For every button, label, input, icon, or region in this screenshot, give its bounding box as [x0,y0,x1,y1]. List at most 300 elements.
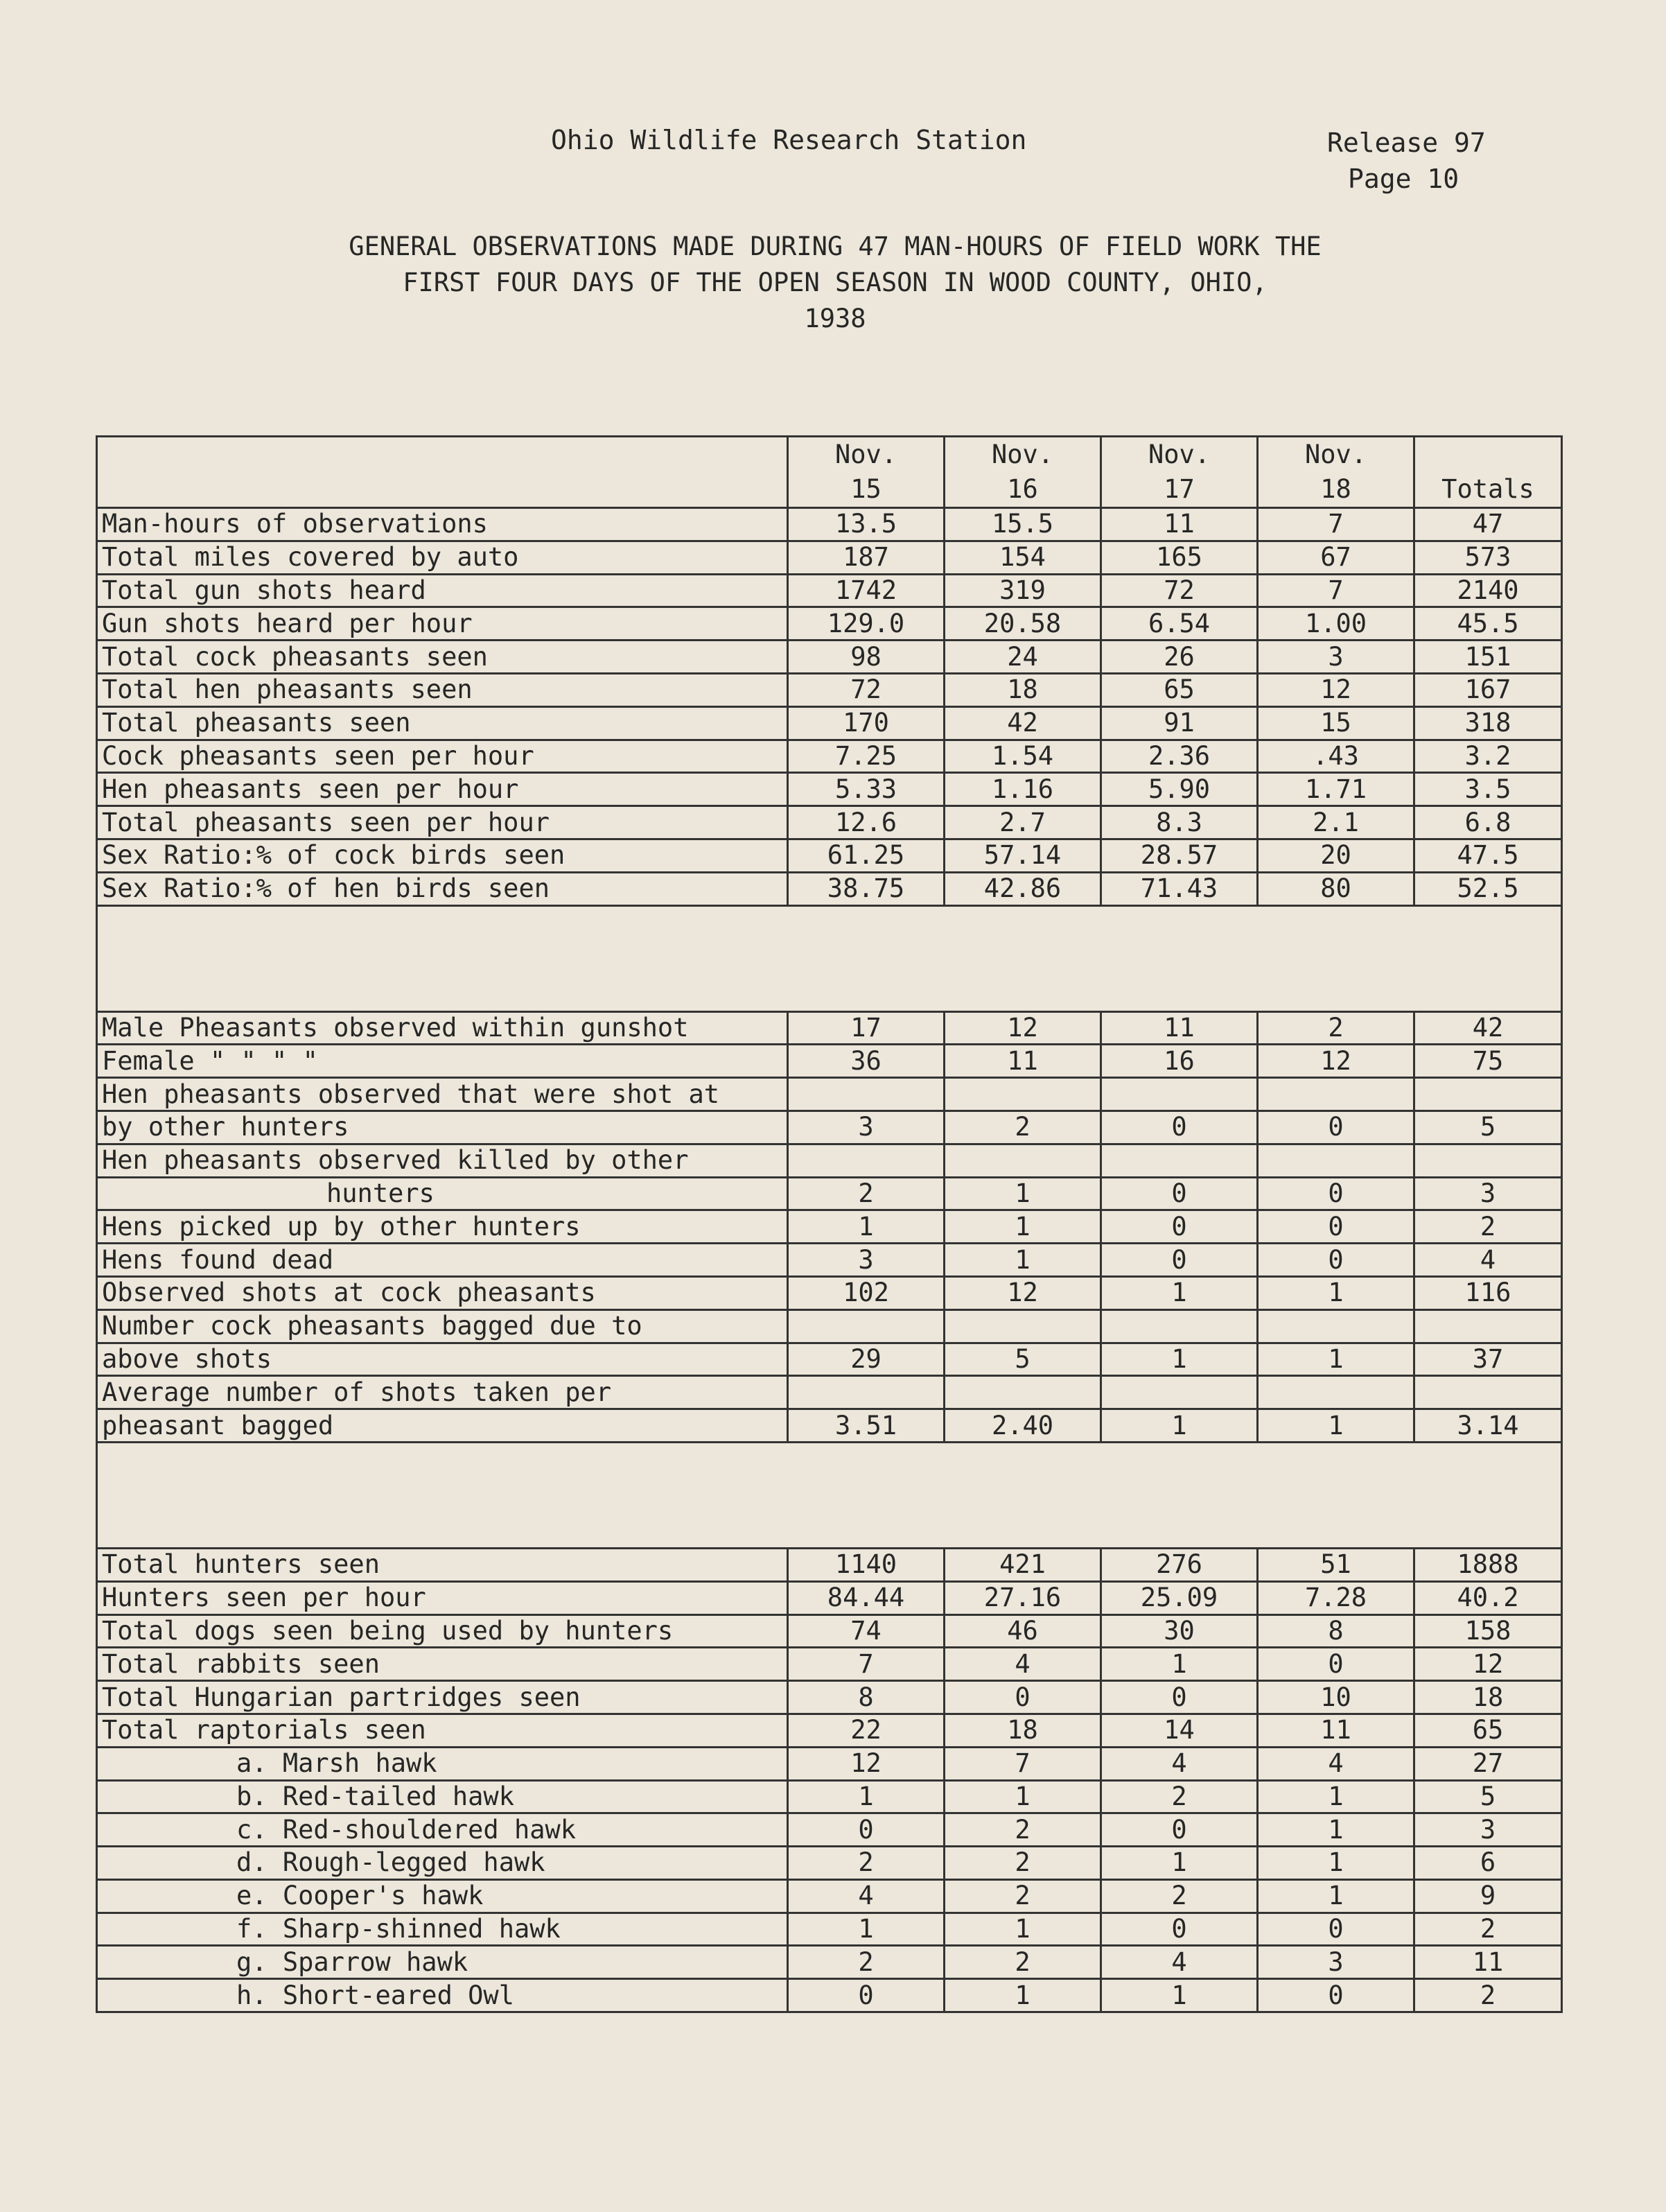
value-cell: 57.14 [945,839,1101,872]
value-cell: 3 [1258,641,1414,674]
column-header [945,437,1101,508]
row-label: Total cock pheasants seen [97,641,788,674]
table-row [97,1879,1562,1913]
value-cell: 7.25 [788,740,945,773]
value-cell: 2 [788,1177,945,1210]
total-cell: 151 [1414,641,1562,674]
value-cell: 26 [1101,641,1258,674]
value-cell: 65 [1101,673,1258,706]
value-cell: 5.33 [788,773,945,806]
value-cell: 0 [1258,1244,1414,1277]
value-cell: 1 [1258,1847,1414,1880]
value-cell: 8 [788,1681,945,1714]
value-cell: 12 [1258,673,1414,706]
value-cell: 1 [1101,1409,1258,1443]
value-cell: 1 [1101,1979,1258,2012]
total-cell: 116 [1414,1276,1562,1309]
value-cell: 42 [945,706,1101,740]
value-cell: 12 [945,1011,1101,1045]
total-cell: 11 [1414,1946,1562,1979]
total-cell: 3.5 [1414,773,1562,806]
release-number: Release 97 [1327,128,1486,158]
value-cell: 0 [1101,1111,1258,1144]
row-label: f. Sharp-shinned hawk [97,1913,788,1946]
value-cell [945,1078,1101,1111]
row-label: Total dogs seen being used by hunters [97,1614,788,1648]
total-cell: 52.5 [1414,872,1562,905]
total-cell: 2 [1414,1913,1562,1946]
value-cell: 20 [1258,839,1414,872]
total-cell: 6 [1414,1847,1562,1880]
value-cell: 15.5 [945,508,1101,541]
column-header-line1: Nov. [991,439,1054,469]
value-cell: 10 [1258,1681,1414,1714]
value-cell: 80 [1258,872,1414,905]
table-row [97,1913,1562,1946]
table-row [97,1343,1562,1376]
table-row [97,1210,1562,1244]
total-cell: 37 [1414,1343,1562,1376]
column-header-line2: 17 [1164,474,1195,504]
total-cell: 3.2 [1414,740,1562,773]
row-label: Gun shots heard per hour [97,607,788,641]
value-cell: 8 [1258,1614,1414,1648]
value-cell [1258,1309,1414,1343]
value-cell: 0 [1101,1681,1258,1714]
value-cell: 1.16 [945,773,1101,806]
value-cell: 11 [945,1045,1101,1078]
value-cell: 0 [1258,1979,1414,2012]
total-cell [1414,1078,1562,1111]
value-cell: 74 [788,1614,945,1648]
value-cell: 0 [1101,1177,1258,1210]
value-cell: 11 [1258,1714,1414,1747]
row-label: Hunters seen per hour [97,1581,788,1614]
row-label: Total hen pheasants seen [97,673,788,706]
value-cell: 51 [1258,1548,1414,1581]
value-cell: 1 [1101,1343,1258,1376]
value-cell: 7 [1258,508,1414,541]
column-header [1101,437,1258,508]
row-label: e. Cooper's hawk [97,1879,788,1913]
value-cell: 0 [1258,1111,1414,1144]
value-cell: 0 [1258,1210,1414,1244]
total-cell: 2 [1414,1979,1562,2012]
section-spacer [97,1442,1562,1548]
row-label: Number cock pheasants bagged due to [97,1309,788,1343]
value-cell: 18 [945,673,1101,706]
table-row [97,740,1562,773]
station-name: Ohio Wildlife Research Station [551,125,1027,155]
value-cell: 7 [945,1747,1101,1780]
value-cell: 24 [945,641,1101,674]
title-line-2: FIRST FOUR DAYS OF THE OPEN SEASON IN WOOD COUNTY, OHIO, [403,268,1268,297]
value-cell [1101,1376,1258,1409]
table-row [97,607,1562,641]
table-row [97,1548,1562,1581]
value-cell: 4 [1101,1946,1258,1979]
value-cell: 2 [788,1946,945,1979]
value-cell: 7 [1258,574,1414,607]
value-cell: 36 [788,1045,945,1078]
table-row [97,1011,1562,1045]
value-cell: 2.40 [945,1409,1101,1443]
value-cell: 2 [1258,1011,1414,1045]
table-row [97,1714,1562,1747]
value-cell: 1140 [788,1548,945,1581]
total-cell: 47.5 [1414,839,1562,872]
value-cell: 0 [1101,1913,1258,1946]
value-cell: 15 [1258,706,1414,740]
value-cell: 12 [788,1747,945,1780]
value-cell: 8.3 [1101,806,1258,839]
column-header-line2: 16 [1007,474,1038,504]
value-cell: 16 [1101,1045,1258,1078]
row-label: Total gun shots heard [97,574,788,607]
value-cell [1258,1078,1414,1111]
value-cell: 1 [945,1780,1101,1813]
value-cell: 7.28 [1258,1581,1414,1614]
table-row [97,1244,1562,1277]
value-cell: 1 [1101,1648,1258,1681]
value-cell: 2 [1101,1780,1258,1813]
total-cell: 4 [1414,1244,1562,1277]
table-row [97,1813,1562,1847]
value-cell: 1 [945,1913,1101,1946]
value-cell: 91 [1101,706,1258,740]
table-row [97,1581,1562,1614]
value-cell: 2 [945,1813,1101,1847]
table-row [97,1309,1562,1343]
value-cell: 84.44 [788,1581,945,1614]
value-cell: 0 [945,1681,1101,1714]
total-cell: 65 [1414,1714,1562,1747]
total-cell [1414,1309,1562,1343]
row-label: Total raptorials seen [97,1714,788,1747]
table-row [97,872,1562,905]
value-cell: 4 [945,1648,1101,1681]
row-label: Hens found dead [97,1244,788,1277]
table-row [97,1979,1562,2012]
total-cell: 12 [1414,1648,1562,1681]
value-cell [788,1376,945,1409]
column-header [788,437,945,508]
value-cell: 46 [945,1614,1101,1648]
table-row [97,706,1562,740]
value-cell: 22 [788,1714,945,1747]
total-cell: 47 [1414,508,1562,541]
document-title [263,229,1407,337]
table-row [97,508,1562,541]
row-label: pheasant bagged [97,1409,788,1443]
value-cell: .43 [1258,740,1414,773]
total-cell: 75 [1414,1045,1562,1078]
table-row [97,806,1562,839]
row-label: Cock pheasants seen per hour [97,740,788,773]
total-cell: 573 [1414,541,1562,574]
value-cell: 1.54 [945,740,1101,773]
total-cell: 5 [1414,1780,1562,1813]
value-cell: 27.16 [945,1581,1101,1614]
value-cell: 1 [1258,1780,1414,1813]
value-cell [1258,1144,1414,1177]
value-cell [788,1144,945,1177]
row-label: Total hunters seen [97,1548,788,1581]
value-cell: 0 [1258,1913,1414,1946]
value-cell: 1.00 [1258,607,1414,641]
value-cell [788,1309,945,1343]
value-cell [788,1078,945,1111]
row-label: b. Red-tailed hawk [97,1780,788,1813]
column-header [1258,437,1414,508]
value-cell: 5 [945,1343,1101,1376]
value-cell: 2.1 [1258,806,1414,839]
table-row [97,1648,1562,1681]
table-row [97,1409,1562,1443]
total-cell: 2 [1414,1210,1562,1244]
value-cell: 0 [1258,1648,1414,1681]
table-row [97,1144,1562,1177]
table-row [97,541,1562,574]
value-cell: 2 [945,1879,1101,1913]
table-row [97,574,1562,607]
section-spacer-row [97,1442,1562,1548]
value-cell: 2.7 [945,806,1101,839]
value-cell: 38.75 [788,872,945,905]
table-row [97,641,1562,674]
value-cell: 1.71 [1258,773,1414,806]
row-label: above shots [97,1343,788,1376]
value-cell: 4 [1258,1747,1414,1780]
value-cell: 12 [1258,1045,1414,1078]
total-cell: 5 [1414,1111,1562,1144]
table-row [97,1614,1562,1648]
value-cell: 7 [788,1648,945,1681]
value-cell: 72 [1101,574,1258,607]
value-cell [1101,1078,1258,1111]
value-cell: 0 [788,1979,945,2012]
value-cell [1101,1309,1258,1343]
column-header-line1: Nov. [834,439,897,469]
value-cell: 42.86 [945,872,1101,905]
value-cell: 1 [1258,1879,1414,1913]
table-row [97,1276,1562,1309]
row-label: g. Sparrow hawk [97,1946,788,1979]
row-label: Average number of shots taken per [97,1376,788,1409]
column-header-line2: 15 [850,474,882,504]
table-row [97,1376,1562,1409]
value-cell: 421 [945,1548,1101,1581]
value-cell [945,1144,1101,1177]
value-cell: 1742 [788,574,945,607]
value-cell: 4 [788,1879,945,1913]
value-cell: 30 [1101,1614,1258,1648]
value-cell: 0 [1258,1177,1414,1210]
row-label: Hen pheasants observed killed by other [97,1144,788,1177]
value-cell: 3 [788,1244,945,1277]
value-cell: 72 [788,673,945,706]
row-label: Total rabbits seen [97,1648,788,1681]
row-label: h. Short-eared Owl [97,1979,788,2012]
value-cell: 276 [1101,1548,1258,1581]
table-row [97,1111,1562,1144]
value-cell: 2 [945,1946,1101,1979]
value-cell: 187 [788,541,945,574]
row-label: Female " " " " [97,1045,788,1078]
value-cell: 1 [1101,1847,1258,1880]
row-label: d. Rough-legged hawk [97,1847,788,1880]
observations-table [96,435,1563,2013]
row-label: Hens picked up by other hunters [97,1210,788,1244]
column-header-line1: Nov. [1148,439,1211,469]
column-header-totals [1414,437,1562,508]
total-cell: 6.8 [1414,806,1562,839]
value-cell: 14 [1101,1714,1258,1747]
value-cell: 28.57 [1101,839,1258,872]
value-cell: 4 [1101,1747,1258,1780]
table-row [97,1681,1562,1714]
value-cell: 1 [945,1979,1101,2012]
value-cell: 1 [1101,1276,1258,1309]
value-cell: 1 [945,1177,1101,1210]
total-cell: 167 [1414,673,1562,706]
table-row [97,1946,1562,1979]
value-cell: 17 [788,1011,945,1045]
value-cell: 102 [788,1276,945,1309]
value-cell: 1 [1258,1343,1414,1376]
table-row [97,673,1562,706]
value-cell: 61.25 [788,839,945,872]
page-number: Page 10 [1348,164,1459,194]
row-label: Total miles covered by auto [97,541,788,574]
row-label: Total pheasants seen [97,706,788,740]
value-cell: 3.51 [788,1409,945,1443]
total-cell: 1888 [1414,1548,1562,1581]
total-cell: 158 [1414,1614,1562,1648]
value-cell: 18 [945,1714,1101,1747]
value-cell: 11 [1101,508,1258,541]
row-label: a. Marsh hawk [97,1747,788,1780]
value-cell: 13.5 [788,508,945,541]
value-cell: 1 [1258,1276,1414,1309]
row-label: Hen pheasants seen per hour [97,773,788,806]
value-cell [945,1376,1101,1409]
row-label: c. Red-shouldered hawk [97,1813,788,1847]
section-spacer-row [97,905,1562,1011]
value-cell: 25.09 [1101,1581,1258,1614]
value-cell: 2 [945,1847,1101,1880]
total-cell: 2140 [1414,574,1562,607]
table-header-row [97,437,1562,508]
table-row [97,839,1562,872]
value-cell: 0 [1101,1210,1258,1244]
value-cell [1101,1144,1258,1177]
total-cell [1414,1144,1562,1177]
column-header-line2: 18 [1320,474,1351,504]
value-cell: 0 [788,1813,945,1847]
table-row [97,1078,1562,1111]
value-cell: 1 [788,1780,945,1813]
release-info [1327,125,1486,197]
row-label: Total pheasants seen per hour [97,806,788,839]
table-row [97,1177,1562,1210]
value-cell: 6.54 [1101,607,1258,641]
value-cell: 29 [788,1343,945,1376]
table-row [97,1847,1562,1880]
row-label: Hen pheasants observed that were shot at [97,1078,788,1111]
row-label: Male Pheasants observed within gunshot [97,1011,788,1045]
total-cell: 27 [1414,1747,1562,1780]
row-label: by other hunters [97,1111,788,1144]
table-row [97,773,1562,806]
value-cell: 98 [788,641,945,674]
value-cell: 11 [1101,1011,1258,1045]
total-cell [1414,1376,1562,1409]
value-cell: 1 [1258,1813,1414,1847]
row-label: hunters [97,1177,788,1210]
total-cell: 45.5 [1414,607,1562,641]
value-cell: 165 [1101,541,1258,574]
value-cell: 67 [1258,541,1414,574]
value-cell: 0 [1101,1813,1258,1847]
column-header-line1: Nov. [1304,439,1367,469]
value-cell: 12.6 [788,806,945,839]
value-cell: 12 [945,1276,1101,1309]
value-cell: 1 [945,1210,1101,1244]
value-cell: 2 [788,1847,945,1880]
value-cell: 154 [945,541,1101,574]
value-cell: 20.58 [945,607,1101,641]
total-cell: 3 [1414,1177,1562,1210]
value-cell: 129.0 [788,607,945,641]
column-header-line2: Totals [1441,474,1534,504]
value-cell: 2 [1101,1879,1258,1913]
total-cell: 9 [1414,1879,1562,1913]
value-cell: 2.36 [1101,740,1258,773]
total-cell: 3.14 [1414,1409,1562,1443]
value-cell: 2 [945,1111,1101,1144]
value-cell: 1 [788,1913,945,1946]
value-cell: 71.43 [1101,872,1258,905]
total-cell: 3 [1414,1813,1562,1847]
total-cell: 318 [1414,706,1562,740]
value-cell: 170 [788,706,945,740]
row-label: Observed shots at cock pheasants [97,1276,788,1309]
value-cell: 1 [1258,1409,1414,1443]
value-cell: 1 [945,1244,1101,1277]
value-cell: 5.90 [1101,773,1258,806]
value-cell [945,1309,1101,1343]
value-cell: 0 [1101,1244,1258,1277]
row-label: Sex Ratio:% of hen birds seen [97,872,788,905]
table-row [97,1045,1562,1078]
value-cell: 3 [788,1111,945,1144]
header-blank-cell [97,437,788,508]
value-cell: 1 [788,1210,945,1244]
row-label: Total Hungarian partridges seen [97,1681,788,1714]
total-cell: 18 [1414,1681,1562,1714]
value-cell: 319 [945,574,1101,607]
total-cell: 40.2 [1414,1581,1562,1614]
row-label: Sex Ratio:% of cock birds seen [97,839,788,872]
value-cell: 3 [1258,1946,1414,1979]
table-row [97,1747,1562,1780]
row-label: Man-hours of observations [97,508,788,541]
total-cell: 42 [1414,1011,1562,1045]
title-line-3: 1938 [804,304,866,333]
value-cell [1258,1376,1414,1409]
title-line-1: GENERAL OBSERVATIONS MADE DURING 47 MAN-HOURS OF FIELD WORK THE [349,232,1322,261]
